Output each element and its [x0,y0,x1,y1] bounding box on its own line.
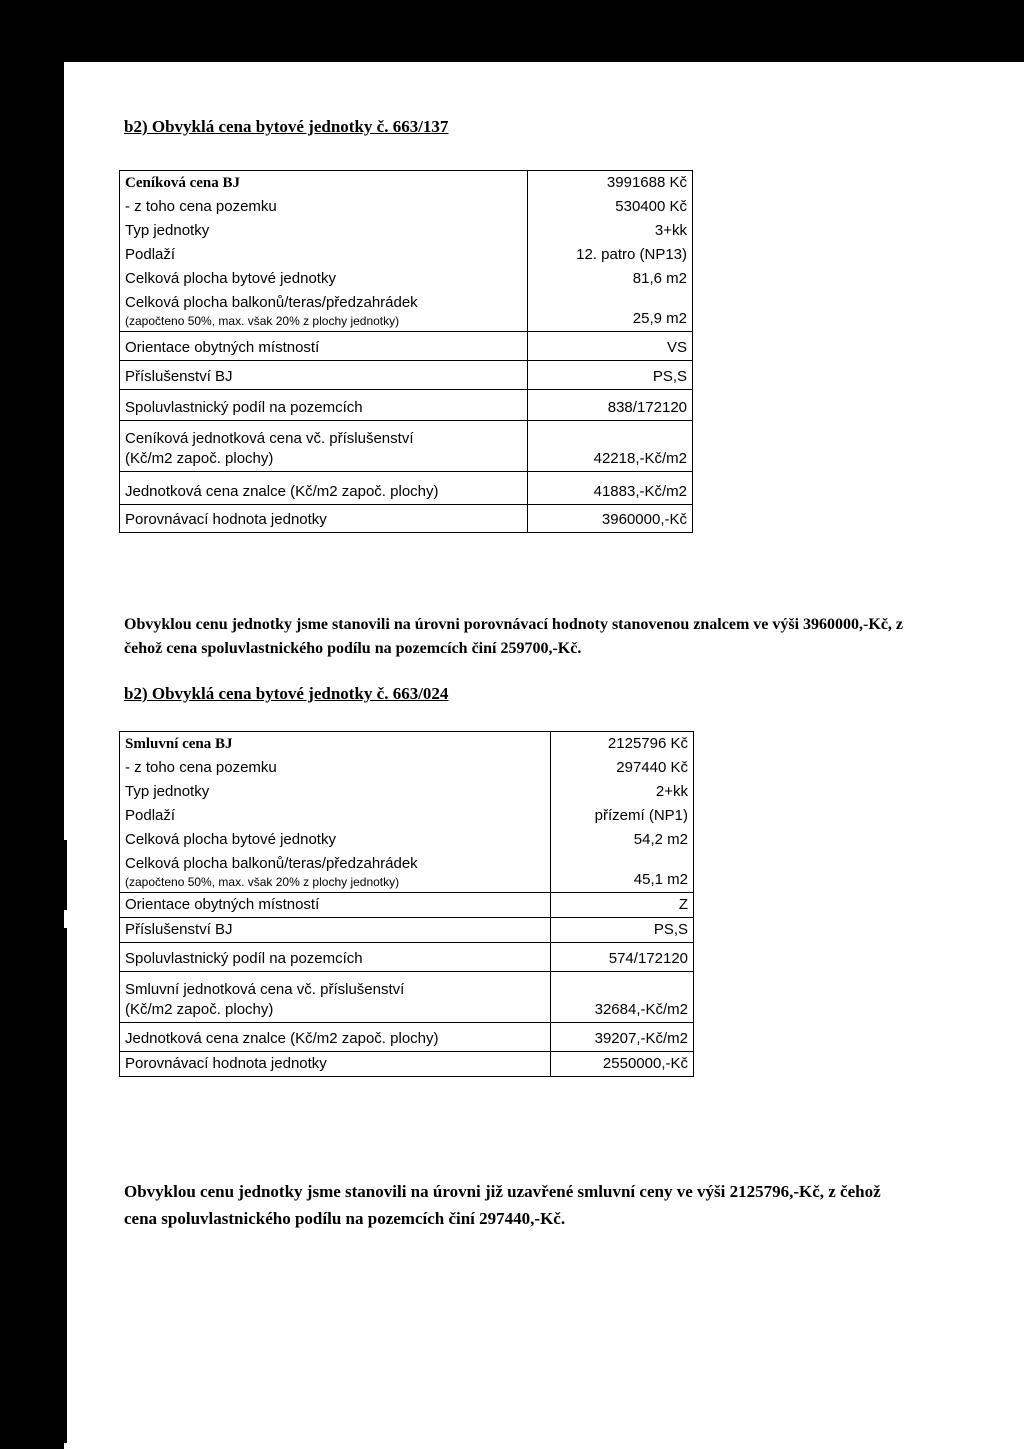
row-value: 530400 Kč [528,195,693,219]
row-value: 25,9 m2 [528,291,693,332]
row-label-multiline [120,291,528,332]
row-value: přízemí (NP1) [551,804,694,828]
row-label: Ceníková jednotková cena vč. příslušenství [125,430,414,447]
row-label: Jednotková cena znalce (Kč/m2 započ. plochy) [120,472,528,505]
row-value: 45,1 m2 [551,852,694,893]
row-value: 3991688 Kč [528,171,693,196]
row-label: Celková plocha bytové jednotky [120,267,528,291]
row-label: - z toho cena pozemku [120,756,551,780]
row-label: Podlaží [120,804,551,828]
row-label-multiline [120,852,551,893]
row-label-note: (započteno 50%, max. však 20% z plochy jednotky) [125,875,400,889]
valuation-table-1 [119,170,693,533]
row-label: Porovnávací hodnota jednotky [120,1052,551,1077]
row-label: Spoluvlastnický podíl na pozemcích [120,390,528,421]
row-value: 3+kk [528,219,693,243]
row-value: 838/172120 [528,390,693,421]
row-label: Spoluvlastnický podíl na pozemcích [120,943,551,972]
row-label: Celková plocha balkonů/teras/předzahrádek [125,855,418,872]
row-label-multiline [120,421,528,472]
row-label: Typ jednotky [120,780,551,804]
scan-edge-mark [64,840,67,910]
row-label: Podlaží [120,243,528,267]
row-value: 3960000,-Kč [528,505,693,533]
scan-edge-mark [64,928,67,1443]
row-label-note: (Kč/m2 započ. plochy) [125,450,274,467]
section-heading-1: b2) Obvyklá cena bytové jednotky č. 663/137 [124,117,449,136]
row-label: Jednotková cena znalce (Kč/m2 započ. plochy) [120,1023,551,1052]
row-value: 297440 Kč [551,756,694,780]
row-value: Z [551,893,694,918]
row-value: 574/172120 [551,943,694,972]
row-value: 41883,-Kč/m2 [528,472,693,505]
row-label: Celková plocha bytové jednotky [120,828,551,852]
row-value: 2+kk [551,780,694,804]
valuation-table-2 [119,731,694,1077]
row-value: PS,S [528,361,693,390]
row-value: 54,2 m2 [551,828,694,852]
row-value: 81,6 m2 [528,267,693,291]
row-value: 32684,-Kč/m2 [551,972,694,1023]
conclusion-paragraph-2: Obvyklou cenu jednotky jsme stanovili na úrovni již uzavřené smluvní ceny ve výši 2125796,-Kč, z čehož cena spoluvlastnického podílu na pozemcích činí 297440,-Kč. [124,1182,881,1228]
row-label-note: (započteno 50%, max. však 20% z plochy jednotky) [125,314,400,328]
row-value: 39207,-Kč/m2 [551,1023,694,1052]
row-value: 2550000,-Kč [551,1052,694,1077]
row-label: Porovnávací hodnota jednotky [120,505,528,533]
row-value: 12. patro (NP13) [528,243,693,267]
row-value: VS [528,332,693,361]
row-value: PS,S [551,918,694,943]
row-label: - z toho cena pozemku [120,195,528,219]
row-label: Orientace obytných místností [120,893,551,918]
row-label: Příslušenství BJ [120,361,528,390]
row-value: 42218,-Kč/m2 [528,421,693,472]
row-value: 2125796 Kč [551,732,694,757]
row-label: Celková plocha balkonů/teras/předzahrádek [125,294,418,311]
row-label: Příslušenství BJ [120,918,551,943]
conclusion-paragraph-1: Obvyklou cenu jednotky jsme stanovili na úrovni porovnávací hodnoty stanovenou znalcem ve výši 3960000,-Kč, z čehož cena spoluvlastnického podílu na pozemcích činí 259700,-Kč. [124,616,904,657]
section-heading-2: b2) Obvyklá cena bytové jednotky č. 663/024 [124,684,449,703]
row-label: Smluvní cena BJ [120,732,551,757]
row-label: Smluvní jednotková cena vč. příslušenství [125,981,405,998]
row-label-note: (Kč/m2 započ. plochy) [125,1001,274,1018]
row-label: Ceníková cena BJ [120,171,528,196]
row-label: Orientace obytných místností [120,332,528,361]
row-label-multiline [120,972,551,1023]
row-label: Typ jednotky [120,219,528,243]
